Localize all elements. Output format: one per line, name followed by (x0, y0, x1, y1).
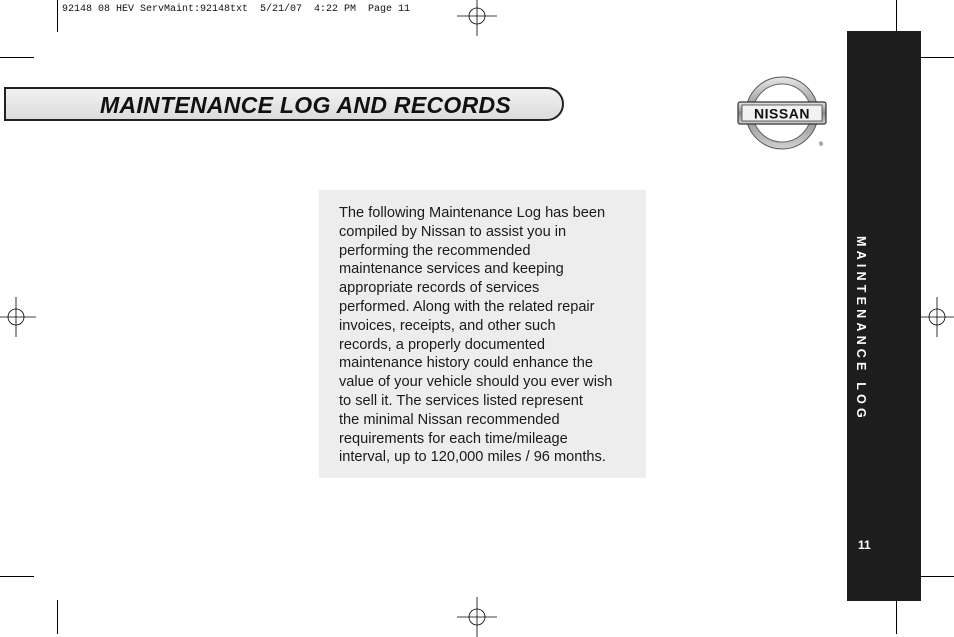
registered-mark: ® (818, 141, 824, 148)
page-number: 11 (858, 538, 871, 552)
page-title: MAINTENANCE LOG AND RECORDS (100, 92, 512, 118)
registration-mark-top (457, 0, 497, 36)
section-tab-label: MAINTENANCE LOG (854, 236, 868, 422)
title-banner (4, 87, 564, 121)
intro-line: invoices, receipts, and other such (339, 317, 556, 334)
registration-mark-right (917, 297, 954, 337)
intro-line: records, a properly documented (339, 336, 546, 353)
intro-line: The following Maintenance Log has been (339, 205, 606, 221)
print-slug: 92148 08 HEV ServMaint:92148txt 5/21/07 4:22 PM Page 11 (62, 4, 411, 15)
intro-line: requirements for each time/mileage (339, 430, 568, 447)
intro-line: compiled by Nissan to assist you in (339, 223, 567, 240)
intro-line: appropriate records of services (339, 280, 540, 297)
intro-text-box (319, 190, 646, 478)
intro-line: maintenance services and keeping (339, 261, 564, 278)
intro-line: to sell it. The services listed represent (339, 392, 583, 409)
intro-line: maintenance history could enhance the (339, 355, 593, 372)
intro-line: interval, up to 120,000 miles / 96 months. (339, 449, 606, 466)
nissan-logo (737, 74, 827, 152)
registration-mark-bottom (457, 597, 497, 637)
registration-mark-left (0, 297, 36, 337)
intro-line: the minimal Nissan recommended (339, 411, 560, 428)
intro-line: value of your vehicle should you ever wish (339, 374, 613, 391)
intro-line: performed. Along with the related repair (339, 298, 595, 315)
intro-line: performing the recommended (339, 242, 531, 259)
svg-text:NISSAN: NISSAN (754, 105, 810, 122)
intro-paragraph (339, 204, 636, 467)
